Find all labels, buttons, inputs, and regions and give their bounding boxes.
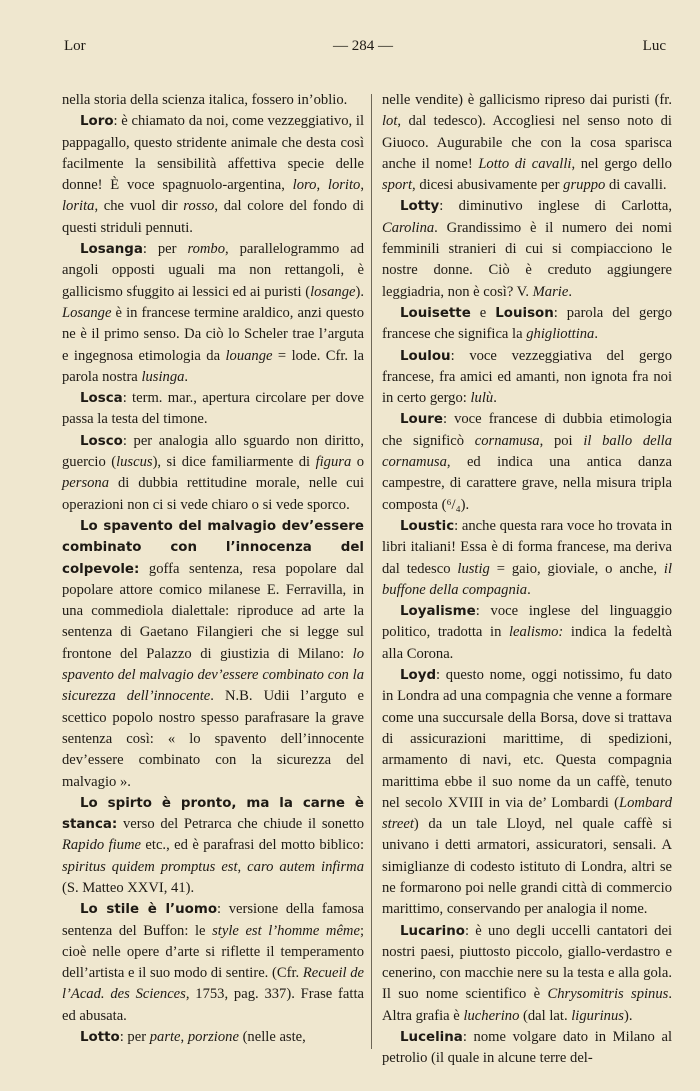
dictionary-entry bbox=[382, 303, 672, 346]
entry-text: nella storia della scienza italica, fossero in’oblio. bbox=[62, 92, 348, 108]
entry-text: , bbox=[180, 1029, 188, 1046]
entry-text: (dal lat. bbox=[519, 1007, 572, 1024]
entry-headword: Lucarino bbox=[400, 923, 465, 939]
entry-headword: Loure bbox=[400, 412, 443, 428]
entry-text: : voce vezzeggiativa del gergo francese, fra amici ed amanti, non ignota fra noi in certo gergo: bbox=[382, 347, 672, 407]
dictionary-entry bbox=[382, 409, 672, 515]
italic-term: il ballo della cornamusa bbox=[382, 432, 673, 471]
entry-text: nelle vendite) è gallicismo ripreso dai puristi (fr. bbox=[382, 92, 672, 108]
italic-term: caro autem infirma bbox=[247, 858, 364, 875]
dictionary-entry bbox=[382, 1027, 672, 1070]
entry-text: , che vuol dir bbox=[94, 198, 184, 215]
italic-term: Carolina bbox=[382, 219, 435, 236]
page-header bbox=[60, 38, 666, 62]
dictionary-entry bbox=[382, 665, 672, 921]
entry-headword: Loulou bbox=[400, 348, 451, 364]
dictionary-entry bbox=[382, 196, 672, 302]
dictionary-entry bbox=[382, 346, 672, 410]
italic-term: ghigliottina bbox=[526, 326, 595, 343]
entry-text: . Altra grafia è bbox=[382, 986, 672, 1024]
italic-term: il buffone della compagnia bbox=[382, 560, 673, 598]
dictionary-entry bbox=[62, 793, 364, 899]
entry-text: ). bbox=[355, 283, 364, 300]
entry-text: : nome volgare dato in Milano al petrolio (il quale in alcune terre del- bbox=[382, 1029, 672, 1067]
italic-term: lorita bbox=[62, 198, 95, 215]
italic-term: style est l’homme même bbox=[212, 922, 360, 939]
entry-text: goffa sentenza, resa popolare dal popolare attore comico milanese E. Ferravilla, in una commediola dialettale: riproduce ad arte la sentenza di Gaetano Filangieri che si legge sul frontone del Palazzo di giustizia di Milano: bbox=[62, 560, 364, 662]
italic-term: Rapido fiume bbox=[62, 837, 141, 854]
entry-text: verso del Petrarca che chiude il sonetto bbox=[117, 816, 364, 833]
italic-term: sport bbox=[382, 177, 413, 194]
entry-text: e bbox=[470, 304, 496, 321]
dictionary-entry bbox=[62, 431, 364, 516]
entry-text: è in francese termine araldico, anzi questo ne è il primo senso. Da ciò lo Scheler trae l’arguta e ingegnosa etimologia da bbox=[62, 304, 364, 364]
italic-term: rosso bbox=[183, 198, 215, 215]
italic-term: spiritus quidem promptus est bbox=[62, 858, 238, 875]
entry-headword: Loyd bbox=[400, 668, 437, 684]
dictionary-entry bbox=[62, 239, 364, 388]
entry-text: etc., ed è parafrasi del motto biblico: bbox=[141, 837, 364, 854]
dictionary-entry bbox=[62, 111, 364, 239]
header-right-guideword: Luc bbox=[642, 38, 666, 54]
entry-text: o bbox=[351, 454, 364, 471]
entry-text: , poi bbox=[539, 432, 584, 449]
page-number: — 284 — bbox=[333, 38, 393, 54]
entry-text: , dicesi abusivamente per bbox=[412, 177, 564, 194]
italic-term: lustig bbox=[457, 560, 490, 577]
entry-text: : voce inglese del linguaggio politico, tradotta in bbox=[382, 603, 672, 641]
right-column bbox=[382, 90, 672, 1070]
entry-text: (S. Matteo XXVI, 41). bbox=[62, 879, 195, 896]
italic-term: Lotto di cavalli bbox=[478, 155, 572, 172]
dictionary-entry bbox=[62, 1027, 364, 1048]
entry-text: : per analogia allo sguardo non diritto, guercio ( bbox=[62, 432, 364, 471]
italic-term: ligurinus bbox=[571, 1007, 624, 1024]
entry-text: : diminutivo inglese di Carlotta, bbox=[439, 198, 672, 215]
entry-headword: Losca bbox=[80, 391, 123, 407]
italic-term: luscus bbox=[116, 454, 153, 471]
italic-term: gruppo bbox=[563, 177, 606, 194]
entry-text: , bbox=[237, 858, 248, 875]
italic-term: figura bbox=[315, 454, 352, 471]
italic-term: lo spavento del malvagio dev’essere combinato con la sicurezza dell’innocente bbox=[62, 645, 364, 705]
entry-text: (nelle aste, bbox=[238, 1029, 306, 1046]
italic-term: Lombard street bbox=[382, 794, 672, 833]
entry-headword: Lo spirto è pronto, ma la carne è stanca: bbox=[62, 795, 364, 833]
entry-headword: Lucelina bbox=[400, 1030, 463, 1046]
entry-text: : è uno degli uccelli cantatori dei nostri paesi, piuttosto piccolo, giallo-verdastro e cenerino, con macchie nere su la testa e alla gola. Il suo nome scientifico è bbox=[382, 922, 672, 1003]
dictionary-entry bbox=[382, 90, 672, 196]
entry-text: . bbox=[493, 390, 497, 407]
italic-term: lealismo: bbox=[508, 624, 564, 641]
entry-text: ; cioè nelle opere d’arte si riflette il temperamento dell’artista e il suo modo di sentire. (Cfr. bbox=[62, 922, 365, 982]
entry-text: : versione della famosa sentenza del Buffon: le bbox=[62, 901, 364, 939]
entry-text: : voce francese di dubbia etimologia che significò bbox=[382, 411, 672, 449]
entry-text: : parola del gergo francese che significa la bbox=[382, 304, 672, 343]
entry-text: , dal tedesco). Accogliesi nel senso noto di Giuoco. Augurabile che con la cosa sparisca anche il nome! bbox=[382, 113, 672, 172]
entry-text: di dubbia rettitudine morale, nelle cui operazioni non ci si vede chiaro o si vede sporco. bbox=[62, 475, 364, 513]
dictionary-entry bbox=[382, 601, 672, 665]
italic-term: loro bbox=[292, 177, 317, 194]
italic-term: lucherino bbox=[463, 1007, 520, 1024]
entry-text: ), si dice familiarmente di bbox=[152, 454, 316, 471]
italic-term: cornamusa bbox=[474, 432, 540, 449]
entry-text: ) da un tale Lloyd, nel quale caffè si univano i detti armatori, assicuratori, sensali. A simiglianze di codesto istituto di Londra, altri se ne formarono poi nelle grandi città di commercio marittimo, conservando per analogia il nome. bbox=[382, 816, 672, 918]
italic-term: Marie bbox=[532, 283, 569, 300]
entry-text: . bbox=[527, 581, 531, 598]
entry-text: , bbox=[316, 177, 328, 194]
left-column bbox=[62, 90, 364, 1048]
entry-text: . bbox=[184, 368, 189, 385]
entry-text: . N.B. Udii l’arguto e scettico popolo nostro spesso parafrasare la grave sentenza così: « lo spavento dell’innocente dev’essere combinato con la sicurezza del malvagio ». bbox=[62, 688, 365, 790]
entry-text: : anche questa rara voce ho trovata in libri italiani! Essa è di forma francese, ma deriva dal tedesco bbox=[382, 517, 672, 577]
entry-text: = gaio, gioviale, o anche, bbox=[489, 560, 664, 577]
italic-term: louange bbox=[225, 347, 273, 364]
italic-term: losange bbox=[310, 283, 356, 300]
entry-headword: Louisette bbox=[400, 305, 471, 321]
italic-term: persona bbox=[62, 475, 110, 492]
dictionary-entry bbox=[382, 516, 672, 601]
entry-headword: Loyalisme bbox=[400, 604, 476, 620]
entry-text: : term. mar., apertura circolare per dove passa la testa del timone. bbox=[62, 390, 364, 428]
entry-headword: Louison bbox=[495, 305, 554, 321]
dictionary-entry bbox=[62, 899, 364, 1027]
entry-headword: Loro bbox=[80, 114, 114, 130]
header-left-guideword: Lor bbox=[64, 38, 86, 54]
column-divider bbox=[371, 94, 372, 1049]
entry-text: = lode. Cfr. la parola nostra bbox=[62, 347, 364, 385]
italic-term: lulù bbox=[470, 390, 494, 407]
entry-text: di cavalli. bbox=[605, 177, 667, 194]
entry-text: , bbox=[360, 177, 364, 194]
italic-term: rombo bbox=[187, 241, 226, 258]
dictionary-entry bbox=[62, 388, 364, 431]
italic-term: lot bbox=[382, 113, 398, 130]
entry-text: : questo nome, oggi notissimo, fu dato in Londra ad una compagnia che venne a formare come una succursale della Borsa, dove si trattava di assicurazioni marittime, di spedizioni, armamento di navi, etc. Questa compagnia marittima ebbe il suo nome da un caffè, tenuto nel secolo XVIII in via de’ Lombardi ( bbox=[382, 667, 672, 811]
dictionary-entry bbox=[62, 516, 364, 793]
entry-headword: Lotty bbox=[400, 199, 440, 215]
entry-headword: Lo spavento del malvagio dev’essere combinato con l’innocenza del colpevole: bbox=[62, 518, 364, 577]
entry-text: , dal colore del fondo di questi striduli pennuti. bbox=[62, 198, 364, 236]
italic-term: Recueil de l’Acad. des Sciences bbox=[62, 965, 364, 1003]
italic-term: lorito bbox=[327, 177, 361, 194]
entry-headword: Losanga bbox=[80, 242, 143, 258]
entry-text: . bbox=[568, 283, 572, 300]
entry-text: , nel gergo dello bbox=[571, 155, 672, 172]
entry-text: , parallelogrammo ad angoli opposti uguali ma non rettangoli, è gallicismo sfuggito ai lessici ed ai puristi ( bbox=[62, 241, 364, 300]
entry-headword: Losco bbox=[80, 433, 123, 449]
entry-text: : è chiamato da noi, come vezzeggiativo, il pappagallo, questo stridente animale che desta così facilmente la sensibilità affettiva specie delle donne! È voce spagnuolo-argentina, bbox=[62, 113, 364, 194]
dictionary-entry bbox=[382, 921, 672, 1027]
entry-text: : per bbox=[119, 1029, 150, 1046]
entry-text: indica la fedeltà alla Corona. bbox=[382, 624, 672, 662]
dictionary-entry bbox=[62, 90, 364, 111]
italic-term: parte bbox=[149, 1029, 181, 1046]
italic-term: lusinga bbox=[141, 368, 185, 385]
entry-text: . bbox=[594, 326, 599, 343]
entry-text: . Grandissimo è il numero dei nomi femminili stranieri di cui si compiacciono le nostre donne. Ciò è creduto aggiungere leggiadria, non è così? V. bbox=[382, 219, 672, 300]
entry-text: , ed indica una antica danza campestre, di carattere grave, nella misura tripla composta (⁶/₄). bbox=[382, 454, 672, 513]
entry-headword: Lotto bbox=[80, 1030, 120, 1046]
entry-text: : per bbox=[142, 241, 188, 258]
italic-term: Losange bbox=[62, 304, 112, 321]
entry-text: ). bbox=[623, 1007, 633, 1024]
entry-headword: Lo stile è l’uomo bbox=[80, 902, 218, 918]
entry-text: , 1753, pag. 337). Frase fatta ed abusata. bbox=[62, 986, 364, 1024]
italic-term: porzione bbox=[187, 1029, 239, 1046]
italic-term: Chrysomitris spinus bbox=[547, 986, 669, 1003]
entry-headword: Loustic bbox=[400, 518, 455, 534]
